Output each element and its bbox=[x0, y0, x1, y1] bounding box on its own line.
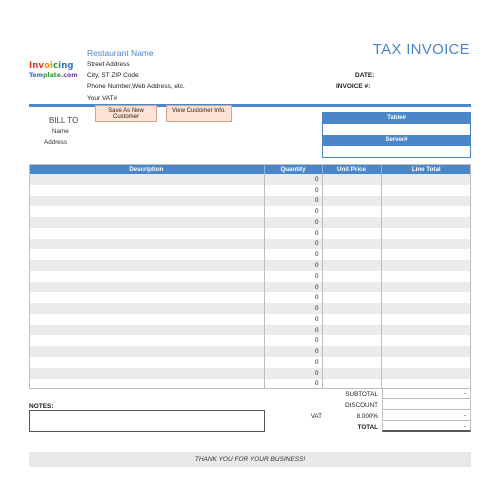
item-quantity-cell[interactable]: 0 bbox=[264, 249, 322, 260]
item-description-cell[interactable] bbox=[29, 379, 264, 390]
item-unit-price-cell[interactable] bbox=[322, 292, 381, 303]
item-line-total-cell[interactable] bbox=[381, 249, 471, 260]
item-description-cell[interactable] bbox=[29, 303, 264, 314]
line-item-row bbox=[29, 282, 471, 293]
item-quantity-cell[interactable]: 0 bbox=[264, 271, 322, 282]
invoicing-template-logo bbox=[29, 62, 87, 80]
line-item-row bbox=[29, 303, 471, 314]
view-customer-info-button[interactable]: View Customer Info. bbox=[166, 105, 232, 122]
item-line-total-cell[interactable] bbox=[381, 357, 471, 368]
item-unit-price-cell[interactable] bbox=[322, 357, 381, 368]
item-quantity-cell[interactable]: 0 bbox=[264, 368, 322, 379]
item-line-total-cell[interactable] bbox=[381, 303, 471, 314]
line-item-row bbox=[29, 314, 471, 325]
item-description-cell[interactable] bbox=[29, 292, 264, 303]
item-unit-price-cell[interactable] bbox=[322, 249, 381, 260]
item-unit-price-cell[interactable] bbox=[322, 368, 381, 379]
column-header-description: Description bbox=[29, 164, 264, 174]
item-line-total-cell[interactable] bbox=[381, 292, 471, 303]
item-description-cell[interactable] bbox=[29, 217, 264, 228]
item-unit-price-cell[interactable] bbox=[322, 217, 381, 228]
item-quantity-cell[interactable]: 0 bbox=[264, 335, 322, 346]
line-item-row bbox=[29, 271, 471, 282]
column-header-quantity: Quantity bbox=[264, 164, 322, 174]
vat-label: VAT bbox=[310, 413, 322, 420]
item-quantity-cell[interactable]: 0 bbox=[264, 260, 322, 271]
item-line-total-cell[interactable] bbox=[381, 335, 471, 346]
item-quantity-cell[interactable]: 0 bbox=[264, 314, 322, 325]
item-unit-price-cell[interactable] bbox=[322, 325, 381, 336]
item-description-cell[interactable] bbox=[29, 196, 264, 207]
item-unit-price-cell[interactable] bbox=[322, 379, 381, 390]
item-line-total-cell[interactable] bbox=[381, 346, 471, 357]
line-item-row bbox=[29, 346, 471, 357]
item-description-cell[interactable] bbox=[29, 239, 264, 250]
item-line-total-cell[interactable] bbox=[381, 325, 471, 336]
item-unit-price-cell[interactable] bbox=[322, 282, 381, 293]
line-item-row bbox=[29, 206, 471, 217]
item-unit-price-cell[interactable] bbox=[322, 228, 381, 239]
table-server-box bbox=[322, 112, 471, 158]
server-number-header: Server# bbox=[323, 135, 470, 146]
item-description-cell[interactable] bbox=[29, 185, 264, 196]
item-line-total-cell[interactable] bbox=[381, 260, 471, 271]
item-unit-price-cell[interactable] bbox=[322, 196, 381, 207]
item-description-cell[interactable] bbox=[29, 346, 264, 357]
invoice-number-label: INVOICE #: bbox=[336, 83, 371, 90]
item-unit-price-cell[interactable] bbox=[322, 174, 381, 185]
line-items-table bbox=[29, 164, 471, 389]
discount-field[interactable] bbox=[382, 400, 471, 410]
line-item-row bbox=[29, 335, 471, 346]
subtotal-value: - bbox=[382, 389, 471, 399]
item-quantity-cell[interactable]: 0 bbox=[264, 303, 322, 314]
bill-to-heading: BILL TO bbox=[49, 116, 79, 125]
item-description-cell[interactable] bbox=[29, 314, 264, 325]
column-header-line-total: Line Total bbox=[381, 164, 471, 174]
item-description-cell[interactable] bbox=[29, 260, 264, 271]
item-quantity-cell[interactable]: 0 bbox=[264, 239, 322, 250]
item-quantity-cell[interactable]: 0 bbox=[264, 325, 322, 336]
item-quantity-cell[interactable]: 0 bbox=[264, 282, 322, 293]
item-unit-price-cell[interactable] bbox=[322, 206, 381, 217]
date-label: DATE: bbox=[355, 72, 375, 79]
line-item-row bbox=[29, 357, 471, 368]
item-description-cell[interactable] bbox=[29, 174, 264, 185]
date-field[interactable] bbox=[382, 70, 471, 80]
line-item-row bbox=[29, 325, 471, 336]
item-description-cell[interactable] bbox=[29, 282, 264, 293]
item-unit-price-cell[interactable] bbox=[322, 335, 381, 346]
line-item-row bbox=[29, 260, 471, 271]
item-quantity-cell[interactable]: 0 bbox=[264, 379, 322, 390]
vat-number[interactable]: Your VAT# bbox=[87, 95, 118, 102]
invoice-title: TAX INVOICE bbox=[372, 41, 470, 58]
line-item-row bbox=[29, 185, 471, 196]
city-state-zip[interactable]: City, ST ZIP Code bbox=[87, 72, 139, 79]
item-unit-price-cell[interactable] bbox=[322, 271, 381, 282]
item-unit-price-cell[interactable] bbox=[322, 346, 381, 357]
item-quantity-cell[interactable]: 0 bbox=[264, 196, 322, 207]
item-line-total-cell[interactable] bbox=[381, 239, 471, 250]
item-unit-price-cell[interactable] bbox=[322, 314, 381, 325]
total-label: TOTAL bbox=[357, 424, 378, 431]
line-item-row bbox=[29, 196, 471, 207]
notes-field[interactable] bbox=[29, 410, 265, 432]
line-item-row bbox=[29, 292, 471, 303]
item-unit-price-cell[interactable] bbox=[322, 303, 381, 314]
save-as-new-customer-button[interactable]: Save As New Customer bbox=[95, 105, 157, 122]
logo-line-1: Invoicing bbox=[29, 61, 74, 71]
item-quantity-cell[interactable]: 0 bbox=[264, 346, 322, 357]
line-item-row bbox=[29, 368, 471, 379]
item-line-total-cell[interactable] bbox=[381, 379, 471, 390]
item-description-cell[interactable] bbox=[29, 325, 264, 336]
item-line-total-cell[interactable] bbox=[381, 314, 471, 325]
line-item-row bbox=[29, 217, 471, 228]
item-line-total-cell[interactable] bbox=[381, 282, 471, 293]
item-line-total-cell[interactable] bbox=[381, 174, 471, 185]
item-description-cell[interactable] bbox=[29, 271, 264, 282]
item-line-total-cell[interactable] bbox=[381, 271, 471, 282]
item-unit-price-cell[interactable] bbox=[322, 260, 381, 271]
item-description-cell[interactable] bbox=[29, 335, 264, 346]
discount-label: DISCOUNT bbox=[345, 402, 378, 409]
line-item-row bbox=[29, 379, 471, 390]
subtotal-label: SUBTOTAL bbox=[345, 391, 378, 398]
item-quantity-cell[interactable]: 0 bbox=[264, 292, 322, 303]
item-description-cell[interactable] bbox=[29, 206, 264, 217]
item-line-total-cell[interactable] bbox=[381, 196, 471, 207]
restaurant-name[interactable]: Restaurant Name bbox=[87, 48, 154, 58]
item-quantity-cell[interactable]: 0 bbox=[264, 357, 322, 368]
item-line-total-cell[interactable] bbox=[381, 228, 471, 239]
total-value: - bbox=[382, 422, 471, 432]
item-description-cell[interactable] bbox=[29, 228, 264, 239]
item-line-total-cell[interactable] bbox=[381, 185, 471, 196]
item-line-total-cell[interactable] bbox=[381, 217, 471, 228]
item-description-cell[interactable] bbox=[29, 357, 264, 368]
item-line-total-cell[interactable] bbox=[381, 206, 471, 217]
item-quantity-cell[interactable]: 0 bbox=[264, 174, 322, 185]
item-description-cell[interactable] bbox=[29, 249, 264, 260]
contact-line[interactable]: Phone Number,Web Address, etc. bbox=[87, 83, 185, 90]
line-item-row bbox=[29, 174, 471, 185]
server-number-field[interactable] bbox=[323, 146, 470, 157]
vat-value: - bbox=[382, 411, 471, 421]
column-header-unit-price: Unit Price bbox=[322, 164, 381, 174]
table-header-row bbox=[29, 164, 471, 174]
item-quantity-cell[interactable]: 0 bbox=[264, 228, 322, 239]
vat-rate-field[interactable]: 8.000% bbox=[356, 413, 378, 420]
item-unit-price-cell[interactable] bbox=[322, 185, 381, 196]
street-address[interactable]: Street Address bbox=[87, 61, 130, 68]
item-quantity-cell[interactable]: 0 bbox=[264, 206, 322, 217]
table-number-header: Table# bbox=[323, 113, 470, 124]
notes-label: NOTES: bbox=[29, 403, 54, 410]
item-quantity-cell[interactable]: 0 bbox=[264, 185, 322, 196]
table-number-field[interactable] bbox=[323, 124, 470, 135]
bill-to-address[interactable]: Address bbox=[44, 139, 68, 146]
bill-to-name[interactable]: Name bbox=[52, 128, 69, 135]
item-line-total-cell[interactable] bbox=[381, 368, 471, 379]
item-unit-price-cell[interactable] bbox=[322, 239, 381, 250]
line-item-row bbox=[29, 239, 471, 250]
thank-you-footer: THANK YOU FOR YOUR BUSINESS! bbox=[29, 452, 471, 467]
line-item-row bbox=[29, 249, 471, 260]
logo-line-2: Template.com bbox=[29, 72, 78, 79]
item-description-cell[interactable] bbox=[29, 368, 264, 379]
invoice-number-field[interactable] bbox=[382, 81, 471, 91]
line-item-row bbox=[29, 228, 471, 239]
item-quantity-cell[interactable]: 0 bbox=[264, 217, 322, 228]
